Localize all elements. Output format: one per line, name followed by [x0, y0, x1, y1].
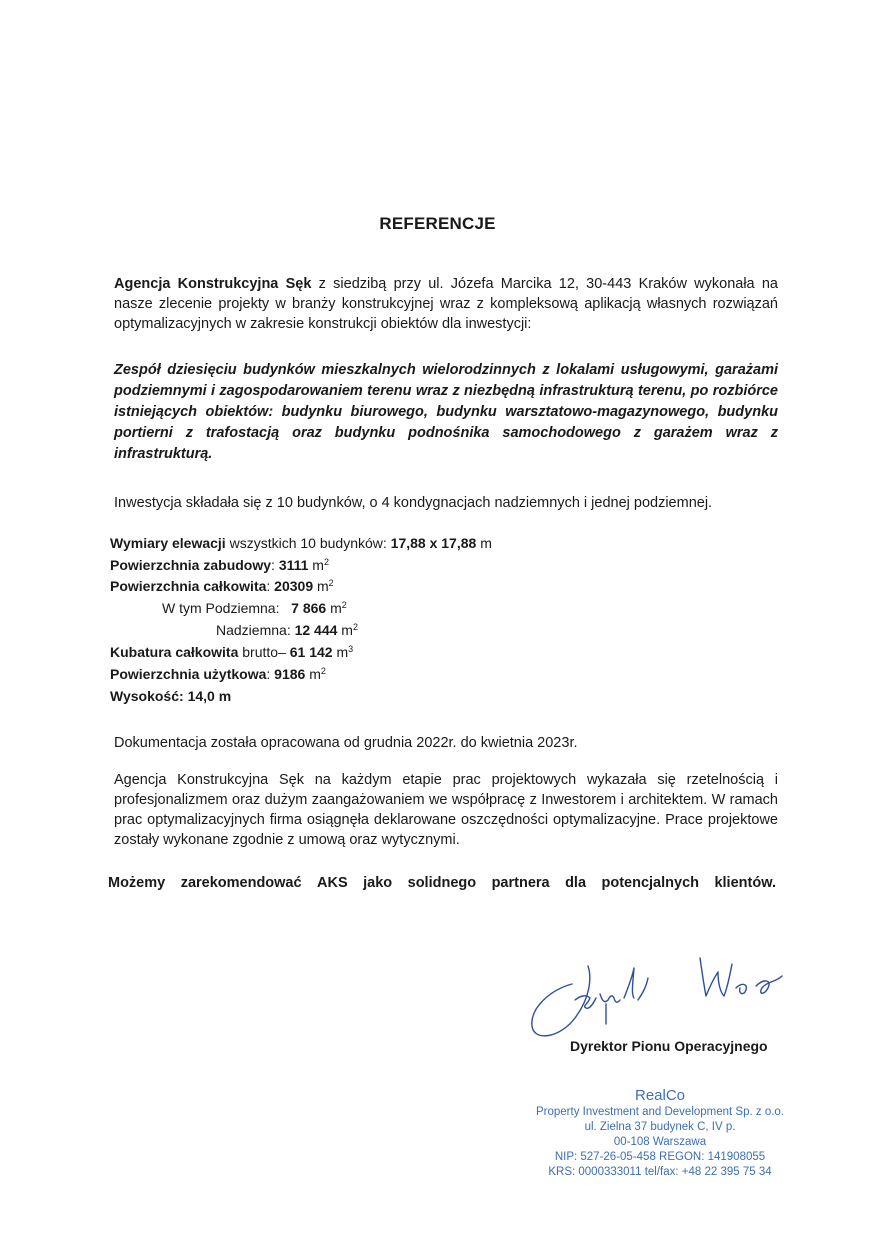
stamp-address: ul. Zielna 37 budynek C, IV p.	[584, 1121, 736, 1133]
document-title: REFERENCJE	[379, 214, 496, 233]
documentation-paragraph: Dokumentacja została opracowana od grudnia 2022r. do kwietnia 2023r.	[114, 735, 578, 751]
spec-elevation: Wymiary elewacji wszystkich 10 budynków: 17,88 x 17,88 m	[110, 535, 492, 551]
spec-aboveground-area: Nadziemna: 12 444 $m^2$	[216, 622, 358, 638]
stamp-city: 00-108 Warszawa	[613, 1136, 707, 1148]
company-name: Agencja Konstrukcyjna Sęk	[114, 276, 312, 292]
spec-total-area: Powierzchnia całkowita: 20309 $m^2$	[110, 578, 334, 594]
company-stamp	[520, 1087, 800, 1180]
stamp-brand: RealCo	[634, 1087, 686, 1104]
spec-usable-area: Powierzchnia użytkowa: 9186 $m^2$	[110, 666, 326, 682]
signatory-title: Dyrektor Pionu Operacyjnego	[570, 1038, 768, 1054]
stamp-contact: KRS: 0000333011 tel/fax: +48 22 395 75 34	[548, 1166, 772, 1178]
stamp-company-name: Property Investment and Development Sp. z o.o.	[535, 1106, 785, 1118]
project-description: Zespół dziesięciu budynków mieszkalnych wielorodzinnych z lokalami usługowymi, garażami podziemnymi i zagospodarowaniem terenu wraz z niezbędną infrastrukturą terenu, po rozbiórce istniejących obiektów: budynku biurowego, budynku warsztatowo-magazynowego, budynku portierni z trafostacją oraz budynku podnośnika samochodowego z garażem wraz z infrastrukturą.	[114, 362, 778, 462]
intro-text: z siedzibą przy ul. Józefa Marcika 12, 30-443 Kraków wykonała na nasze zlecenie projekty w branży konstrukcyjnej wraz z kompleksową aplikacją własnych rozwiązań optymalizacyjnych w zakresie konstrukcji obiektów dla inwestycji:	[114, 276, 778, 332]
spec-underground-area: W tym Podziemna: 7 866 $m^2$	[162, 600, 347, 616]
intro-paragraph	[114, 274, 778, 334]
stamp-tax-ids: NIP: 527-26-05-458 REGON: 141908055	[554, 1151, 766, 1163]
spec-height: Wysokość: 14,0 m	[110, 688, 232, 704]
investment-paragraph: Inwestycja składała się z 10 budynków, o 4 kondygnacjach nadziemnych i jednej podziemnej.	[114, 495, 713, 511]
spec-cubature: Kubatura całkowita brutto– 61 142 $m^3$	[110, 644, 354, 660]
handwritten-signature	[520, 938, 800, 1048]
recommendation-sentence: Możemy zarekomendować AKS jako solidnego partnera dla potencjalnych klientów.	[108, 875, 776, 891]
spec-built-area: Powierzchnia zabudowy: 3111 $m^2$	[110, 557, 329, 573]
evaluation-paragraph: Agencja Konstrukcyjna Sęk na każdym etapie prac projektowych wykazała się rzetelnością i profesjonalizmem oraz dużym zaangażowaniem we współpracę z Inwestorem i architektem. W ramach prac optymalizacyjnych firma osiągnęła deklarowane oszczędności optymalizacyjne. Prace projektowe zostały wykonane zgodnie z umową oraz wytycznymi.	[114, 772, 778, 848]
